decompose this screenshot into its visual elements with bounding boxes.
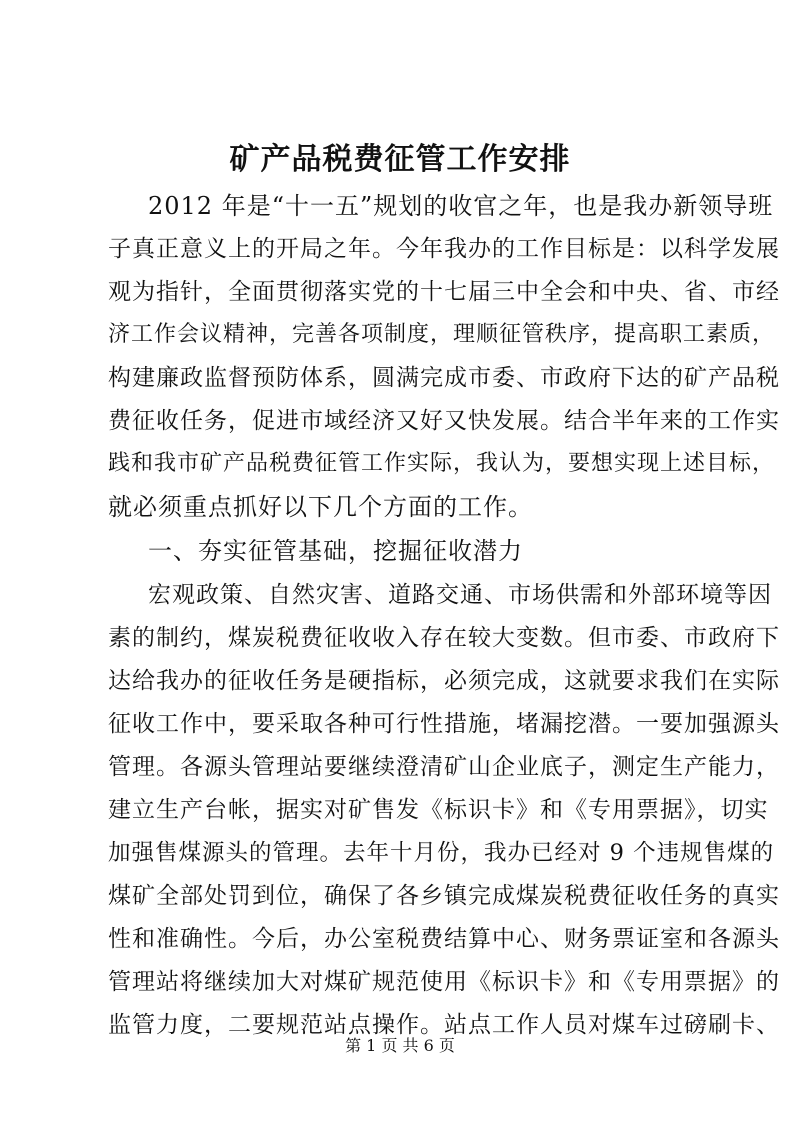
text-line: 就必须重点抓好以下几个方面的工作。 xyxy=(108,493,533,521)
text-line: 管理。各源头管理站要继续澄清矿山企业底子，测定生产能力， xyxy=(108,754,780,780)
text-line: 费征收任务，促进市域经济又好又快发展。结合半年来的工作实 xyxy=(108,408,780,434)
text-line: 观为指针，全面贯彻落实党的十七届三中全会和中央、省、市经 xyxy=(108,279,780,305)
text-line: 子真正意义上的开局之年。今年我办的工作目标是：以科学发展 xyxy=(108,236,780,262)
text-line: 宏观政策、自然灾害、道路交通、市场供需和外部环境等因 xyxy=(148,582,772,608)
text-line: 2012 年是“十一五”规划的收官之年，也是我办新领导班 xyxy=(148,192,774,220)
text-line: 达给我办的征收任务是硬指标，必须完成，这就要求我们在实际 xyxy=(108,668,780,694)
text-line: 素的制约，煤炭税费征收收入存在较大变数。但市委、市政府下 xyxy=(108,625,780,651)
text-line: 管理站将继续加大对煤矿规范使用《标识卡》和《专用票据》的 xyxy=(108,969,780,995)
text-line: 征收工作中，要采取各种可行性措施，堵漏挖潜。一要加强源头 xyxy=(108,711,780,737)
text-line: 济工作会议精神，完善各项制度，理顺征管秩序，提高职工素质， xyxy=(108,322,776,347)
text-line: 建立生产台帐，据实对矿售发《标识卡》和《专用票据》，切实 xyxy=(108,797,769,823)
text-line: 性和准确性。今后，办公室税费结算中心、财务票证室和各源头 xyxy=(108,926,780,952)
document-title: 矿产品税费征管工作安排 xyxy=(229,142,571,177)
text-line: 监管力度，二要规范站点操作。站点工作人员对煤车过磅刷卡、 xyxy=(108,1012,780,1038)
text-line: 践和我市矿产品税费征管工作实际，我认为，要想实现上述目标， xyxy=(108,451,776,476)
page-footer: 第 1 页 共 6 页 xyxy=(345,1036,455,1055)
text-line: 构建廉政监督预防体系，圆满完成市委、市政府下达的矿产品税 xyxy=(108,365,780,391)
text-line: 煤矿全部处罚到位，确保了各乡镇完成煤炭税费征收任务的真实 xyxy=(108,883,780,909)
section-heading: 一、夯实征管基础，挖掘征收潜力 xyxy=(148,537,523,565)
text-line: 加强售煤源头的管理。去年十月份，我办已经对 9 个违规售煤的 xyxy=(108,840,775,866)
